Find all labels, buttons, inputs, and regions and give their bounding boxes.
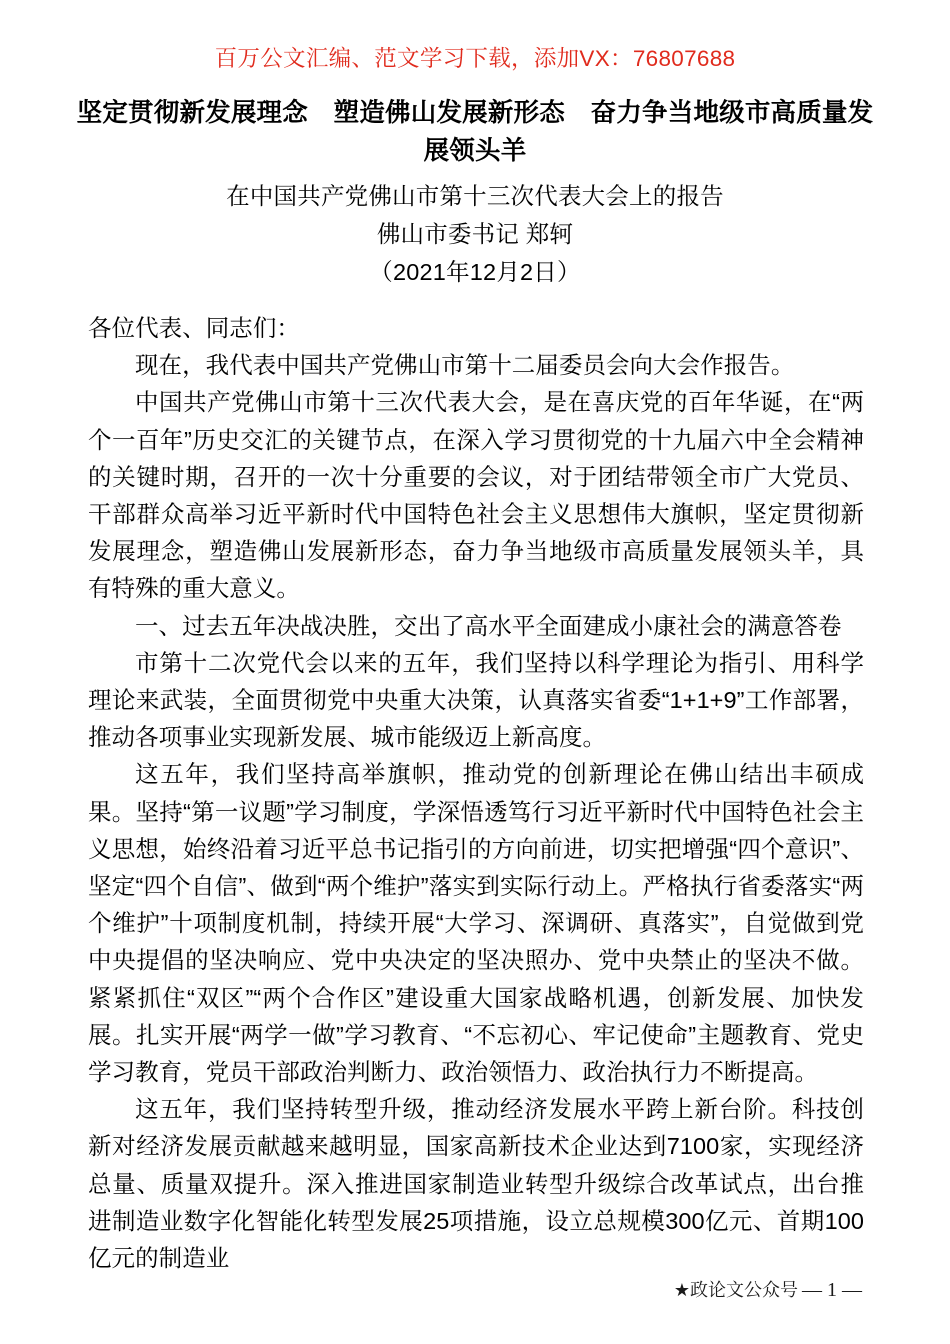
document-author: 佛山市委书记 郑轲: [376, 221, 574, 247]
page-number: — 1 —: [802, 1279, 862, 1301]
salutation-paragraph: 各位代表、同志们：: [88, 315, 300, 341]
promo-banner-text: 百万公文汇编、范文学习下载，添加VX：76807688: [214, 46, 736, 71]
body-paragraph: 中国共产党佛山市第十三次代表大会，是在喜庆党的百年华诞，在“两个一百年”历史交汇的关键节点，在深入学习贯彻党的十九届六中全会精神的关键时期，召开的一次十分重要的会议，对于团结带领全市广大党员、干部群众高举习近平新时代中国特色社会主义思想伟大旗帜，坚定贯彻新发展理念，塑造佛山发展新形态，奋力争当地级市高质量发展领头羊，具有特殊的重大意义。: [88, 389, 864, 602]
document-title: 坚定贯彻新发展理念 塑造佛山发展新形态 奋力争当地级市高质量发展领头羊: [76, 99, 874, 165]
page-footer: [0, 1277, 950, 1304]
body-paragraph: 这五年，我们坚持高举旗帜，推动党的创新理论在佛山结出丰硕成果。坚持“第一议题”学习制度，学深悟透笃行习近平新时代中国特色社会主义思想，始终沿着习近平总书记指引的方向前进，切实把增强“四个意识”、坚定“四个自信”、做到“两个维护”落实到实际行动上。严格执行省委落实“两个维护”十项制度机制，持续开展“大学习、深调研、真落实”，自觉做到党中央提倡的坚决响应、党中央决定的坚决照办、党中央禁止的坚决不做。紧紧抓住“双区”“两个合作区”建设重大国家战略机遇，创新发展、加快发展。扎实开展“两学一做”学习教育、“不忘初心、牢记使命”主题教育、党史学习教育，党员干部政治判断力、政治领悟力、政治执行力不断提高。: [88, 761, 864, 1086]
section-heading: 一、过去五年决战决胜，交出了高水平全面建成小康社会的满意答卷: [135, 612, 842, 639]
title-block: [75, 94, 875, 291]
document-date: （2021年12月2日）: [369, 259, 581, 285]
body-paragraph: 现在，我代表中国共产党佛山市第十二届委员会向大会作报告。: [135, 352, 795, 379]
document-body: [88, 310, 864, 1277]
footer-source-label: ★政论文公众号: [673, 1280, 798, 1300]
document-subtitle: 在中国共产党佛山市第十三次代表大会上的报告: [226, 183, 724, 209]
body-paragraph: 这五年，我们坚持转型升级，推动经济发展水平跨上新台阶。科技创新对经济发展贡献越来越明显，国家高新技术企业达到7100家，实现经济总量、质量双提升。深入推进国家制造业转型升级综合改革试点，出台推进制造业数字化智能化转型发展25项措施，设立总规模300亿元、首期100亿元的制造业: [88, 1096, 864, 1272]
body-paragraph: 市第十二次党代会以来的五年，我们坚持以科学理论为指引、用科学理论来武装，全面贯彻党中央重大决策，认真落实省委“1+1+9”工作部署，推动各项事业实现新发展、城市能级迈上新高度。: [88, 649, 864, 751]
